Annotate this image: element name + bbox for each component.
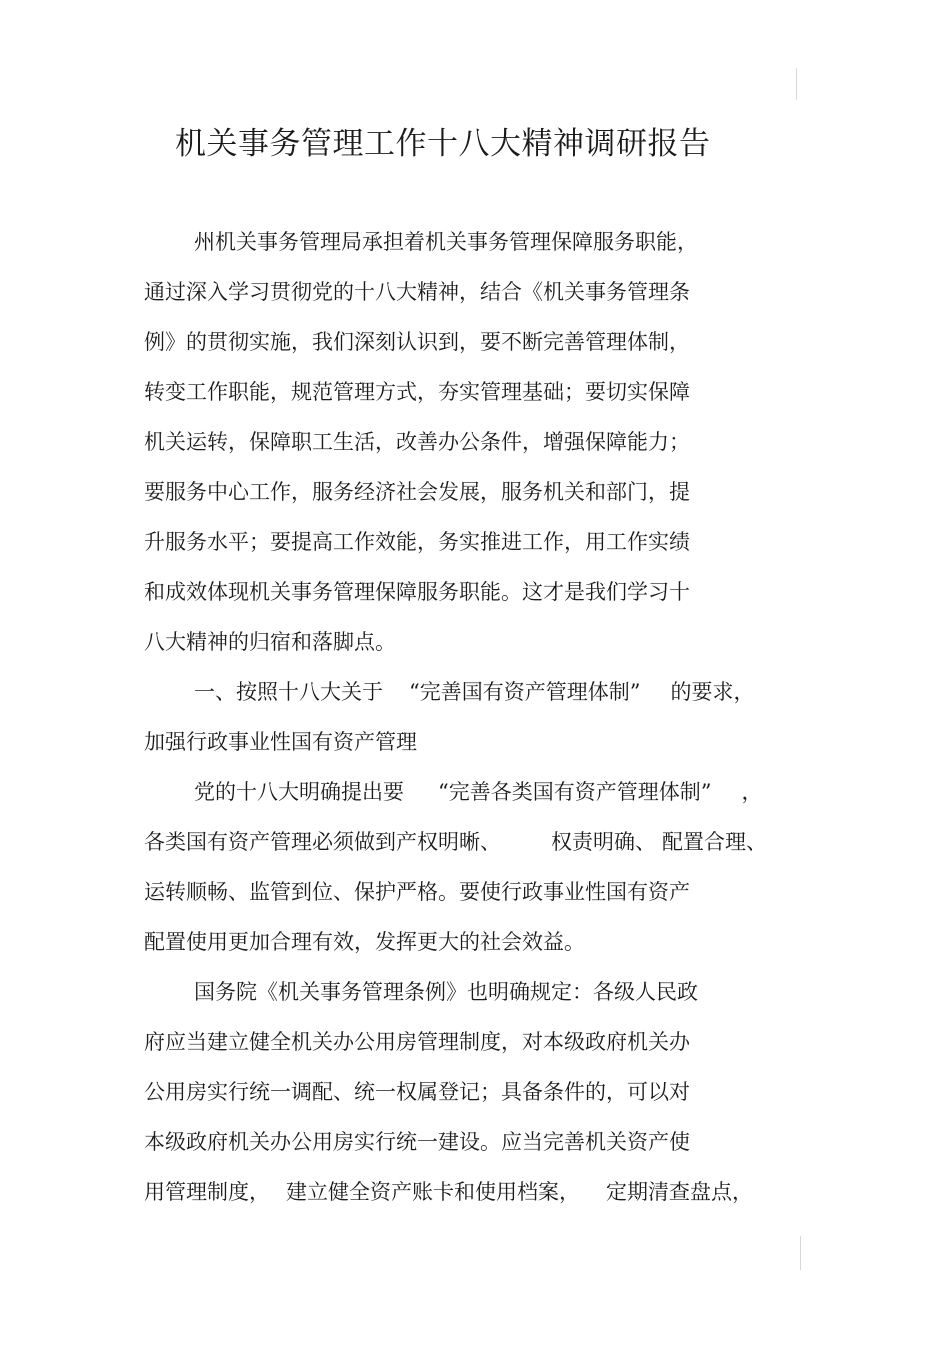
- text-line: 州机关事务管理局承担着机关事务管理保障服务职能，: [194, 230, 698, 254]
- document-title: 机关事务管理工作十八大精神调研报告: [175, 126, 711, 162]
- page-corner-mark-bottom: [800, 1236, 801, 1270]
- text-fragment: 用管理制度，: [144, 1180, 270, 1204]
- text-line: 八大精神的归宿和落脚点。: [144, 630, 396, 654]
- section-heading-line: 加强行政事业性国有资产管理: [144, 730, 417, 754]
- text-line: 例》的贯彻实施，我们深刻认识到，要不断完善管理体制，: [144, 330, 690, 354]
- text-line: 本级政府机关办公用房实行统一建设。应当完善机关资产使: [144, 1130, 690, 1154]
- section-heading-line: [194, 678, 754, 706]
- text-line: 国务院《机关事务管理条例》也明确规定：各级人民政: [194, 980, 698, 1004]
- text-line: [194, 778, 762, 806]
- text-fragment: 一、按照十八大关于: [194, 680, 383, 704]
- text-fragment: 配置合理、: [662, 830, 767, 854]
- quoted-term: “完善各类国有资产管理体制”: [438, 780, 712, 804]
- text-line: 配置使用更加合理有效，发挥更大的社会效益。: [144, 930, 585, 954]
- text-fragment: 党的十八大明确提出要: [194, 780, 404, 804]
- text-line: 运转顺畅、监管到位、保护严格。要使行政事业性国有资产: [144, 880, 690, 904]
- text-line: 要服务中心工作，服务经济社会发展，服务机关和部门，提: [144, 480, 690, 504]
- text-fragment: 定期清查盘点，: [606, 1180, 753, 1204]
- text-line: 转变工作职能，规范管理方式，夯实管理基础；要切实保障: [144, 380, 690, 404]
- text-line: 机关运转，保障职工生活，改善办公条件，增强保障能力；: [144, 430, 690, 454]
- text-line: 和成效体现机关事务管理保障服务职能。这才是我们学习十: [144, 580, 690, 604]
- text-line: 通过深入学习贯彻党的十八大精神，结合《机关事务管理条: [144, 280, 690, 304]
- text-line: [144, 1178, 753, 1206]
- text-fragment: 权责明确、: [551, 830, 656, 854]
- text-fragment: 建立健全资产账卡和使用档案，: [286, 1180, 580, 1204]
- text-line: 升服务水平；要提高工作效能，务实推进工作，用工作实绩: [144, 530, 690, 554]
- quoted-term: “完善国有资产管理体制”: [409, 680, 641, 704]
- text-fragment: 的要求，: [670, 680, 755, 704]
- text-line: 公用房实行统一调配、统一权属登记；具备条件的，可以对: [144, 1080, 690, 1104]
- text-line: [144, 828, 767, 856]
- text-fragment: 各类国有资产管理必须做到产权明晰、: [144, 830, 501, 854]
- page-corner-mark-top: [796, 68, 797, 100]
- text-line: 府应当建立健全机关办公用房管理制度，对本级政府机关办: [144, 1030, 690, 1054]
- text-fragment: ，: [741, 780, 763, 804]
